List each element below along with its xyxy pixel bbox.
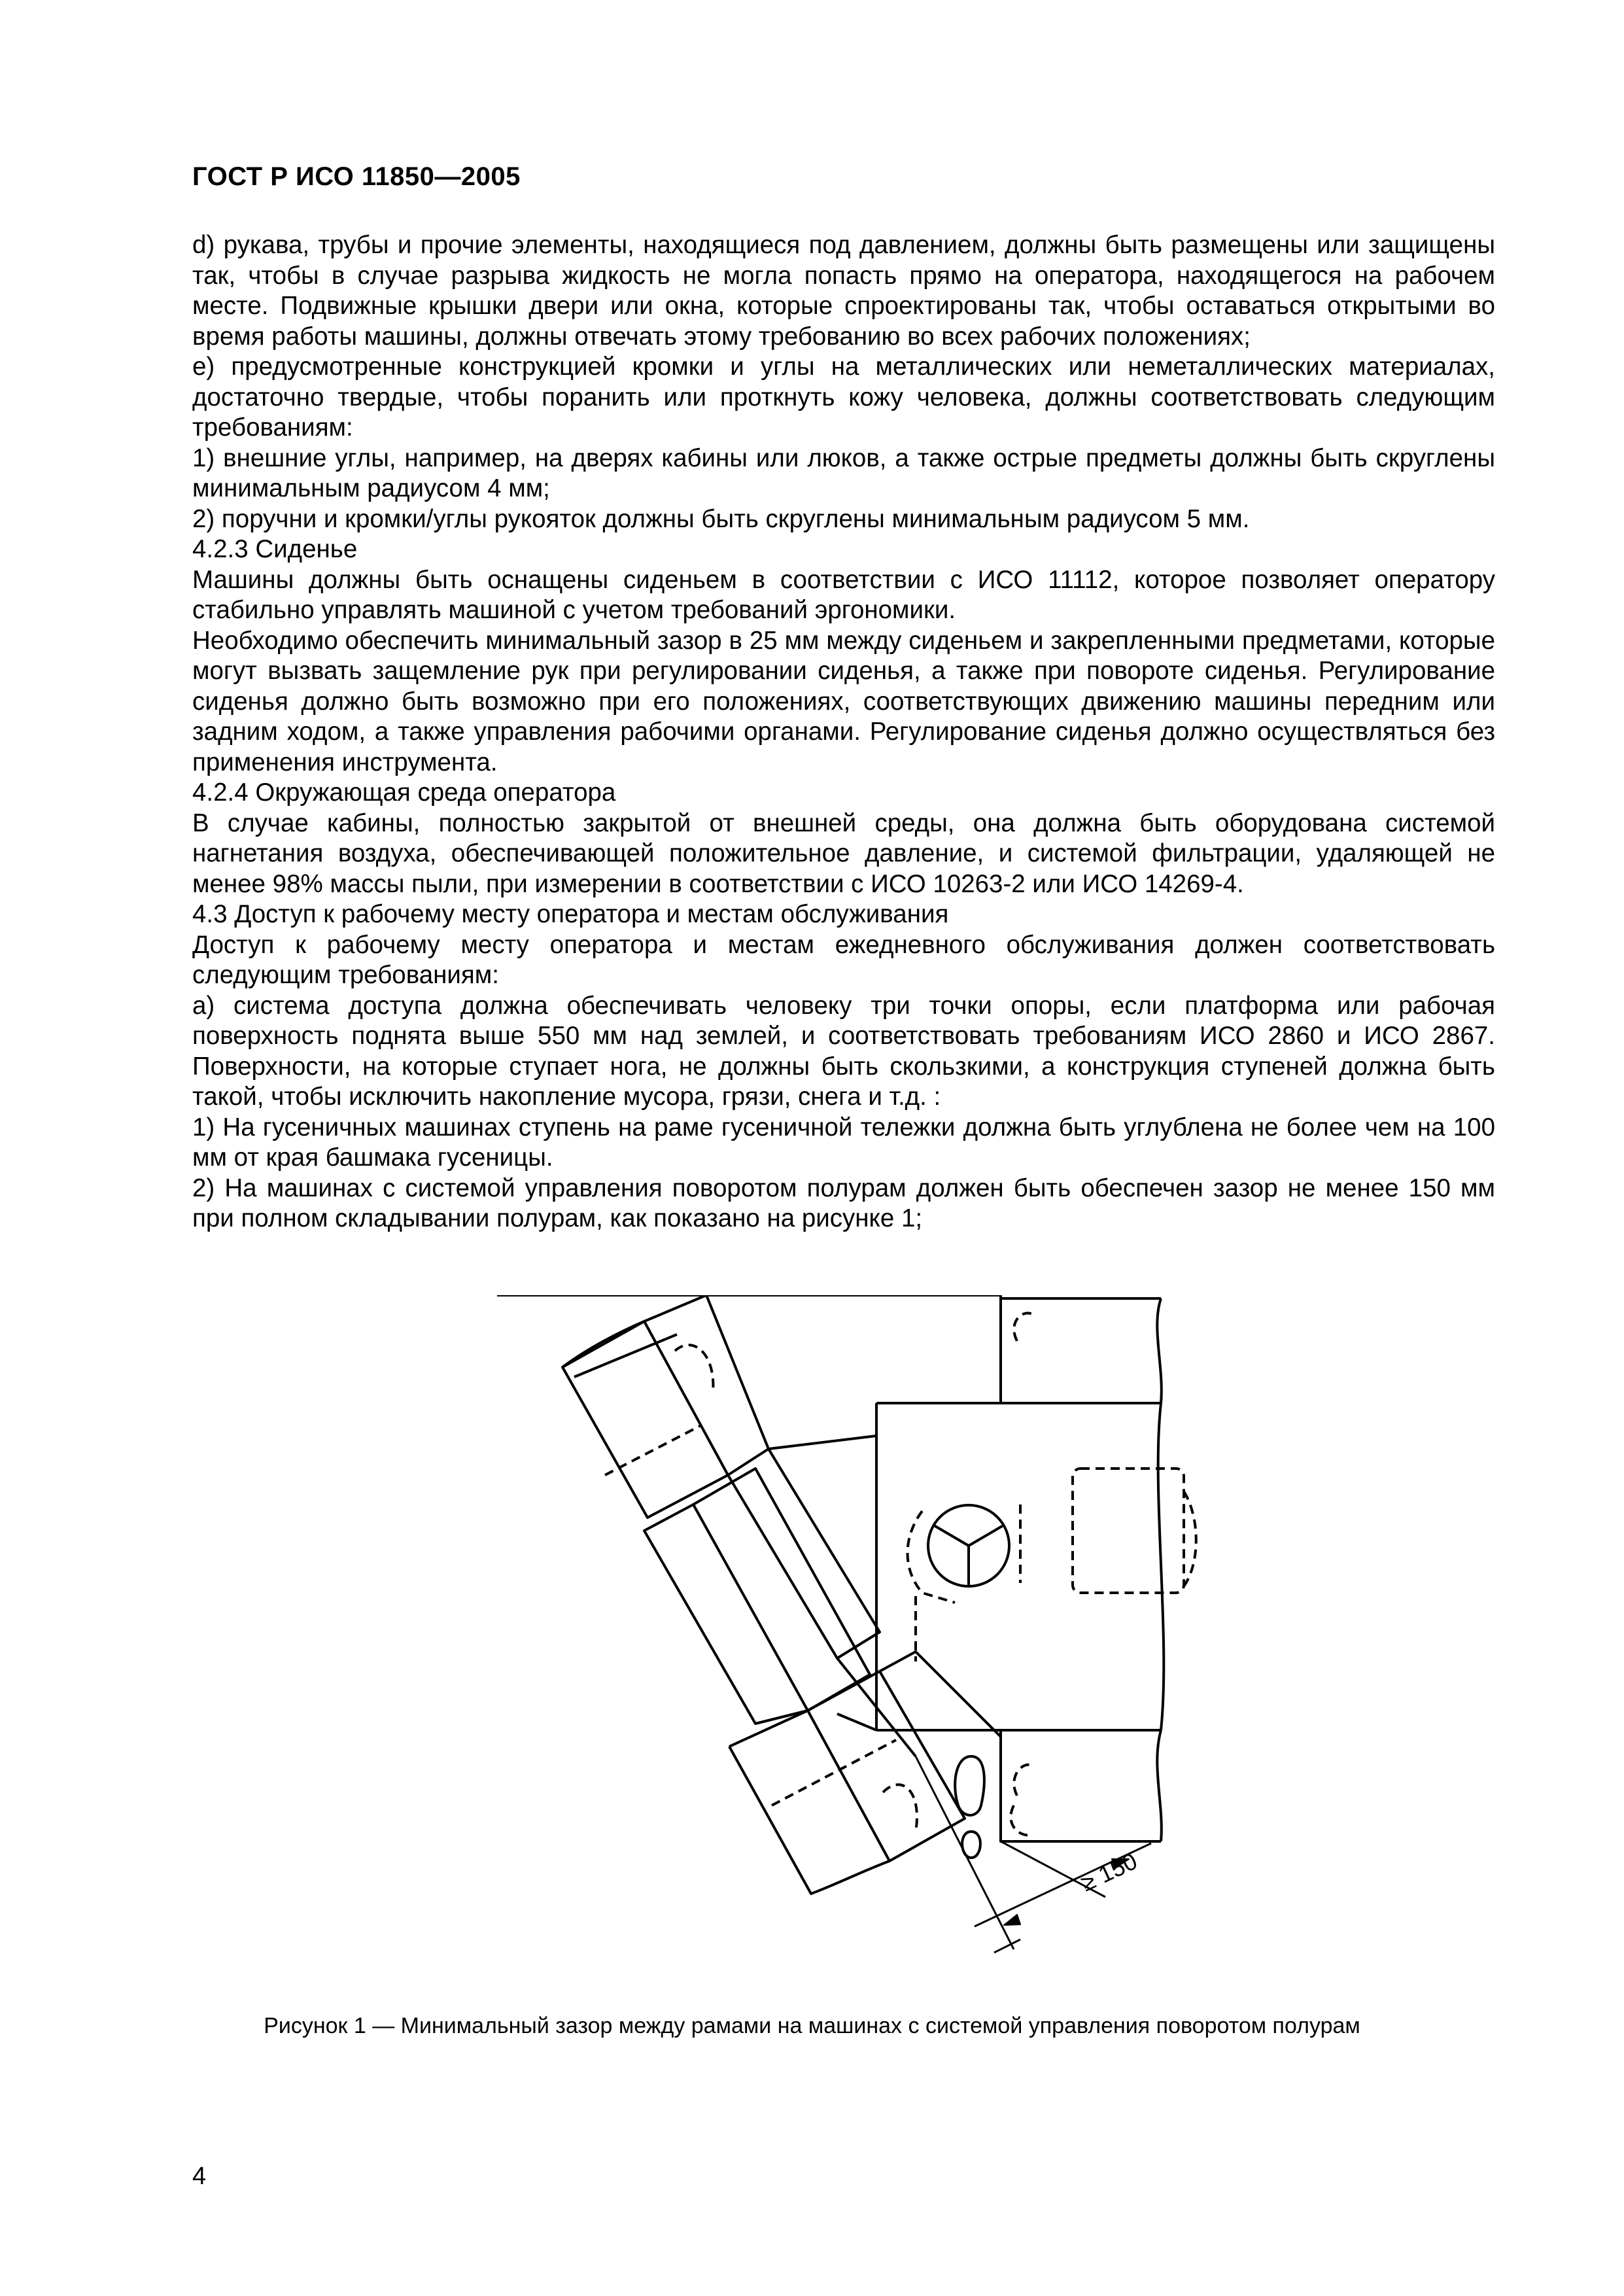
paragraph: 2) На машинах с системой управления поворотом полурам должен быть обеспечен зазор не менее 150 мм при полном складывании полурам, как показано на рисунке 1; <box>192 1174 1495 1232</box>
section-heading: 4.2.4 Окружающая среда оператора <box>192 778 616 807</box>
paragraph: 2) поручни и кромки/углы рукояток должны быть скруглены минимальным радиусом 5 мм. <box>192 504 1250 533</box>
paragraph: Необходимо обеспечить минимальный зазор в 25 мм между сиденьем и закрепленными предметами, которые могут вызвать защемление рук при регулировании сиденья, а также при повороте сиденья. Регулирование сиденья должно быть возможно при его положениях, соответствующих движению машины передним или задним ходом, а также управления рабочими органами. Регулирование сиденья должно осуществляться без применения инструмента. <box>192 626 1495 776</box>
document-header: ГОСТ Р ИСО 11850—2005 <box>192 162 521 191</box>
dimension-label: ≥ 150 <box>1077 1847 1141 1897</box>
paragraph: а) система доступа должна обеспечивать человеку три точки опоры, если платформа или рабочая поверхность поднята выше 550 мм над землей, и соответствовать требованиям ИСО 2860 и ИСО 2867. Поверхности, на которые ступает нога, не должны быть скользкими, а конструкция ступеней должна быть такой, чтобы исключить накопление мусора, грязи, снега и т.д. : <box>192 991 1495 1111</box>
paragraph: e) предусмотренные конструкцией кромки и углы на металлических или неметаллических материалах, достаточно твердые, чтобы поранить или проткнуть кожу человека, должны соответствовать следующим требованиям: <box>192 353 1495 442</box>
figure-caption: Рисунок 1 — Минимальный зазор между рамами на машинах с системой управления поворотом полурам <box>264 2013 1360 2038</box>
paragraph: d) рукава, трубы и прочие элементы, находящиеся под давлением, должны быть размещены или защищены так, чтобы в случае разрыва жидкость не могла попасть прямо на оператора, находящегося на рабочем месте. Подвижные крышки двери или окна, которые спроектированы так, чтобы оставаться открытыми во время работы машины, должны отвечать этому требованию во всех рабочих положениях; <box>192 231 1495 351</box>
paragraph: 1) На гусеничных машинах ступень на раме гусеничной тележки должна быть углублена не более чем на 100 мм от края башмака гусеницы. <box>192 1113 1495 1172</box>
body-text <box>192 230 1495 1234</box>
paragraph: Машины должны быть оснащены сиденьем в соответствии с ИСО 11112, которое позволяет оператору стабильно управлять машиной с учетом требований эргономики. <box>192 565 1495 624</box>
section-heading: 4.3 Доступ к рабочему месту оператора и местам обслуживания <box>192 900 949 928</box>
page-number: 4 <box>192 2163 207 2190</box>
figure-articulated-frame-clearance <box>497 1295 1230 2002</box>
paragraph: В случае кабины, полностью закрытой от внешней среды, она должна быть оборудована системой нагнетания воздуха, обеспечивающей положительное давление, и системой фильтрации, удаляющей не менее 98% массы пыли, при измерении в соответствии с ИСО 10263-2 или ИСО 14269-4. <box>192 809 1495 898</box>
section-heading: 4.2.3 Сиденье <box>192 535 358 563</box>
paragraph: Доступ к рабочему месту оператора и местам ежедневного обслуживания должен соответствовать следующим требованиям: <box>192 930 1495 989</box>
clearance-dimension <box>916 1756 1151 1953</box>
paragraph: 1) внешние углы, например, на дверях кабины или люков, а также острые предметы должны быть скруглены минимальным радиусом 4 мм; <box>192 444 1495 502</box>
front-frame-drawing <box>562 1295 1001 1894</box>
